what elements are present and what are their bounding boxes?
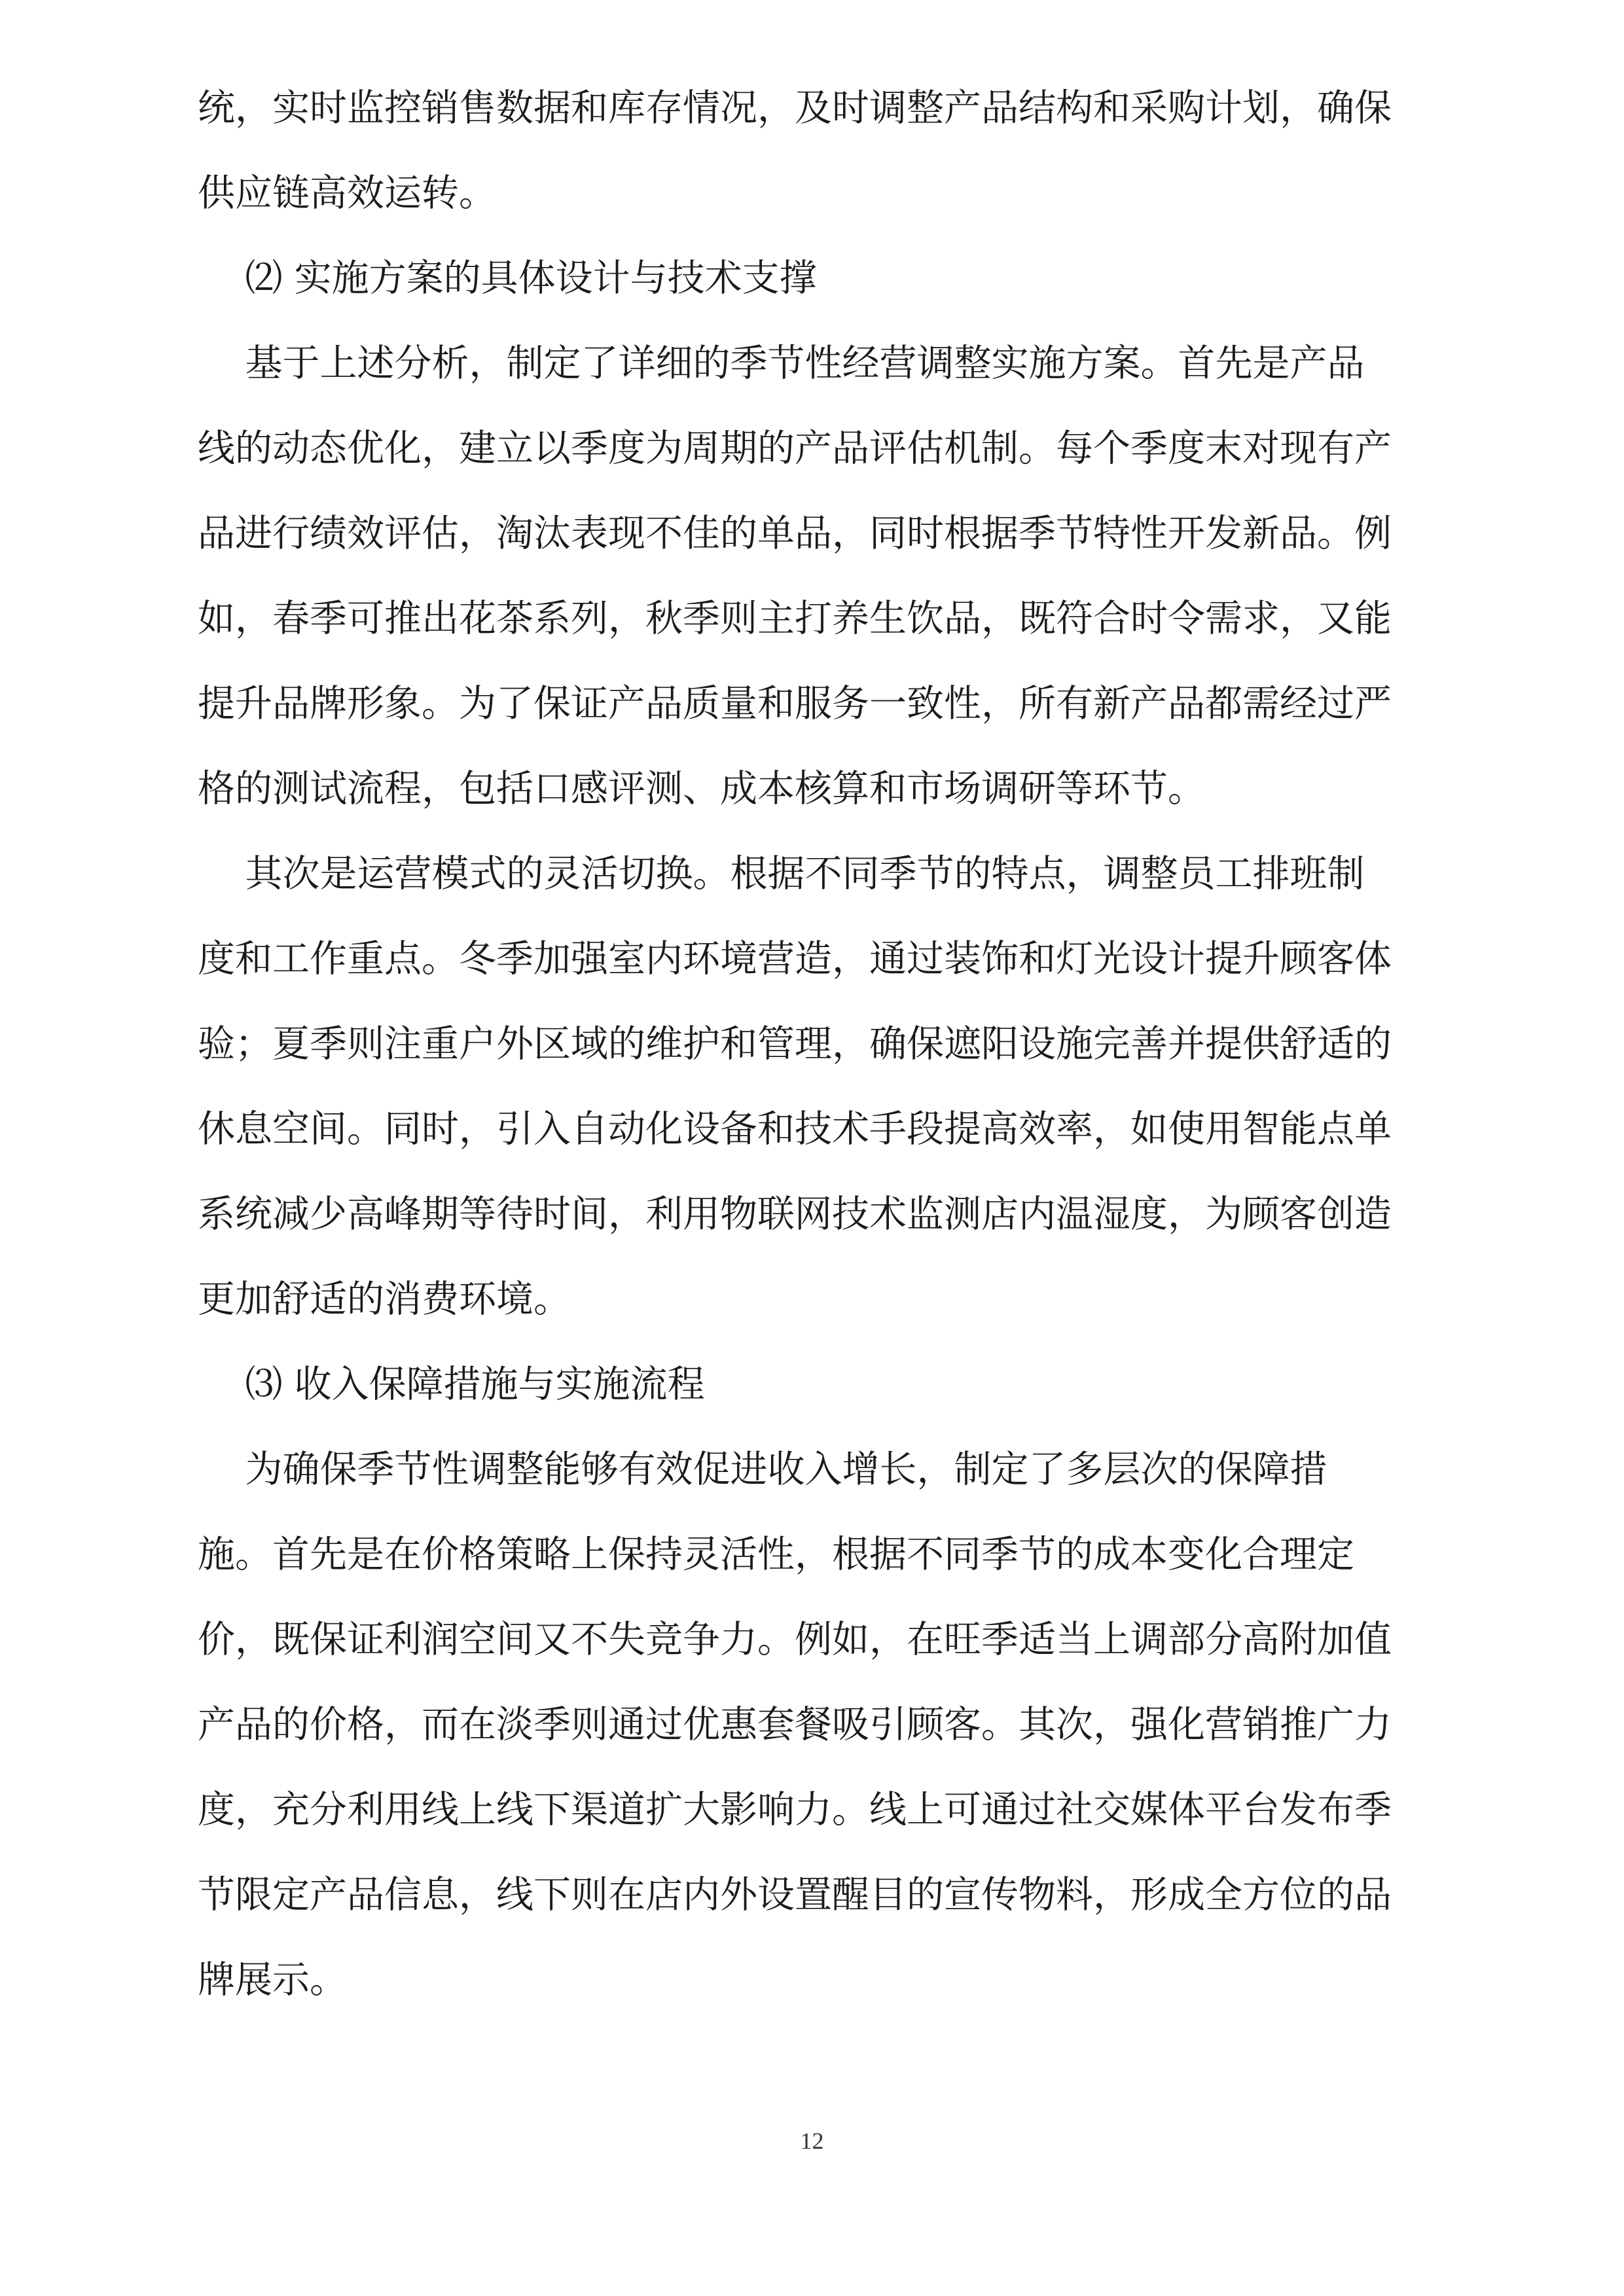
text-line: 系统减少高峰期等待时间，利用物联网技术监测店内温湿度，为顾客创造	[198, 1193, 1392, 1236]
text-line: 价，既保证利润空间又不失竞争力。例如，在旺季适当上调部分高附加值	[198, 1618, 1392, 1661]
text-line: 更加舒适的消费环境。	[198, 1278, 571, 1321]
text-line: 提升品牌形象。为了保证产品质量和服务一致性，所有新产品都需经过严	[198, 682, 1392, 725]
text-line: 线的动态优化，建立以季度为周期的产品评估机制。每个季度末对现有产	[198, 427, 1392, 470]
text-line: 验；夏季则注重户外区域的维护和管理，确保遮阳设施完善并提供舒适的	[198, 1022, 1392, 1066]
text-line: 格的测试流程，包括口感评测、成本核算和市场调研等环节。	[198, 767, 1205, 810]
text-line: 施。首先是在价格策略上保持灵活性，根据不同季节的成本变化合理定	[198, 1533, 1354, 1576]
text-line: 度和工作重点。冬季加强室内环境营造，通过装饰和灯光设计提升顾客体	[198, 937, 1392, 980]
text-line: 供应链高效运转。	[198, 171, 496, 215]
text-line: 度，充分利用线上线下渠道扩大影响力。线上可通过社交媒体平台发布季	[198, 1788, 1392, 1831]
body-text	[198, 65, 1428, 2022]
text-line: 产品的价格，而在淡季则通过优惠套餐吸引顾客。其次，强化营销推广力	[198, 1703, 1392, 1746]
text-line: 休息空间。同时，引入自动化设备和技术手段提高效率，如使用智能点单	[198, 1107, 1392, 1151]
text-line: 其次是运营模式的灵活切换。根据不同季节的特点，调整员工排班制	[198, 852, 1365, 895]
text-line: 为确保季节性调整能够有效促进收入增长，制定了多层次的保障措	[198, 1448, 1327, 1491]
text-line: 牌展示。	[198, 1958, 347, 2001]
text-line: 品进行绩效评估，淘汰表现不佳的单品，同时根据季节特性开发新品。例	[198, 512, 1392, 555]
text-line: 节限定产品信息，线下则在店内外设置醒目的宣传物料，形成全方位的品	[198, 1873, 1392, 1916]
text-line: 基于上述分析，制定了详细的季节性经营调整实施方案。首先是产品	[198, 342, 1365, 385]
text-line: 如，春季可推出花茶系列，秋季则主打养生饮品，既符合时令需求，又能	[198, 597, 1392, 640]
page-number: 12	[800, 2128, 824, 2154]
section-heading: ⑵ 实施方案的具体设计与技术支撑	[198, 257, 817, 300]
section-heading: ⑶ 收入保障措施与实施流程	[198, 1363, 705, 1406]
text-line: 统，实时监控销售数据和库存情况，及时调整产品结构和采购计划，确保	[198, 86, 1392, 130]
